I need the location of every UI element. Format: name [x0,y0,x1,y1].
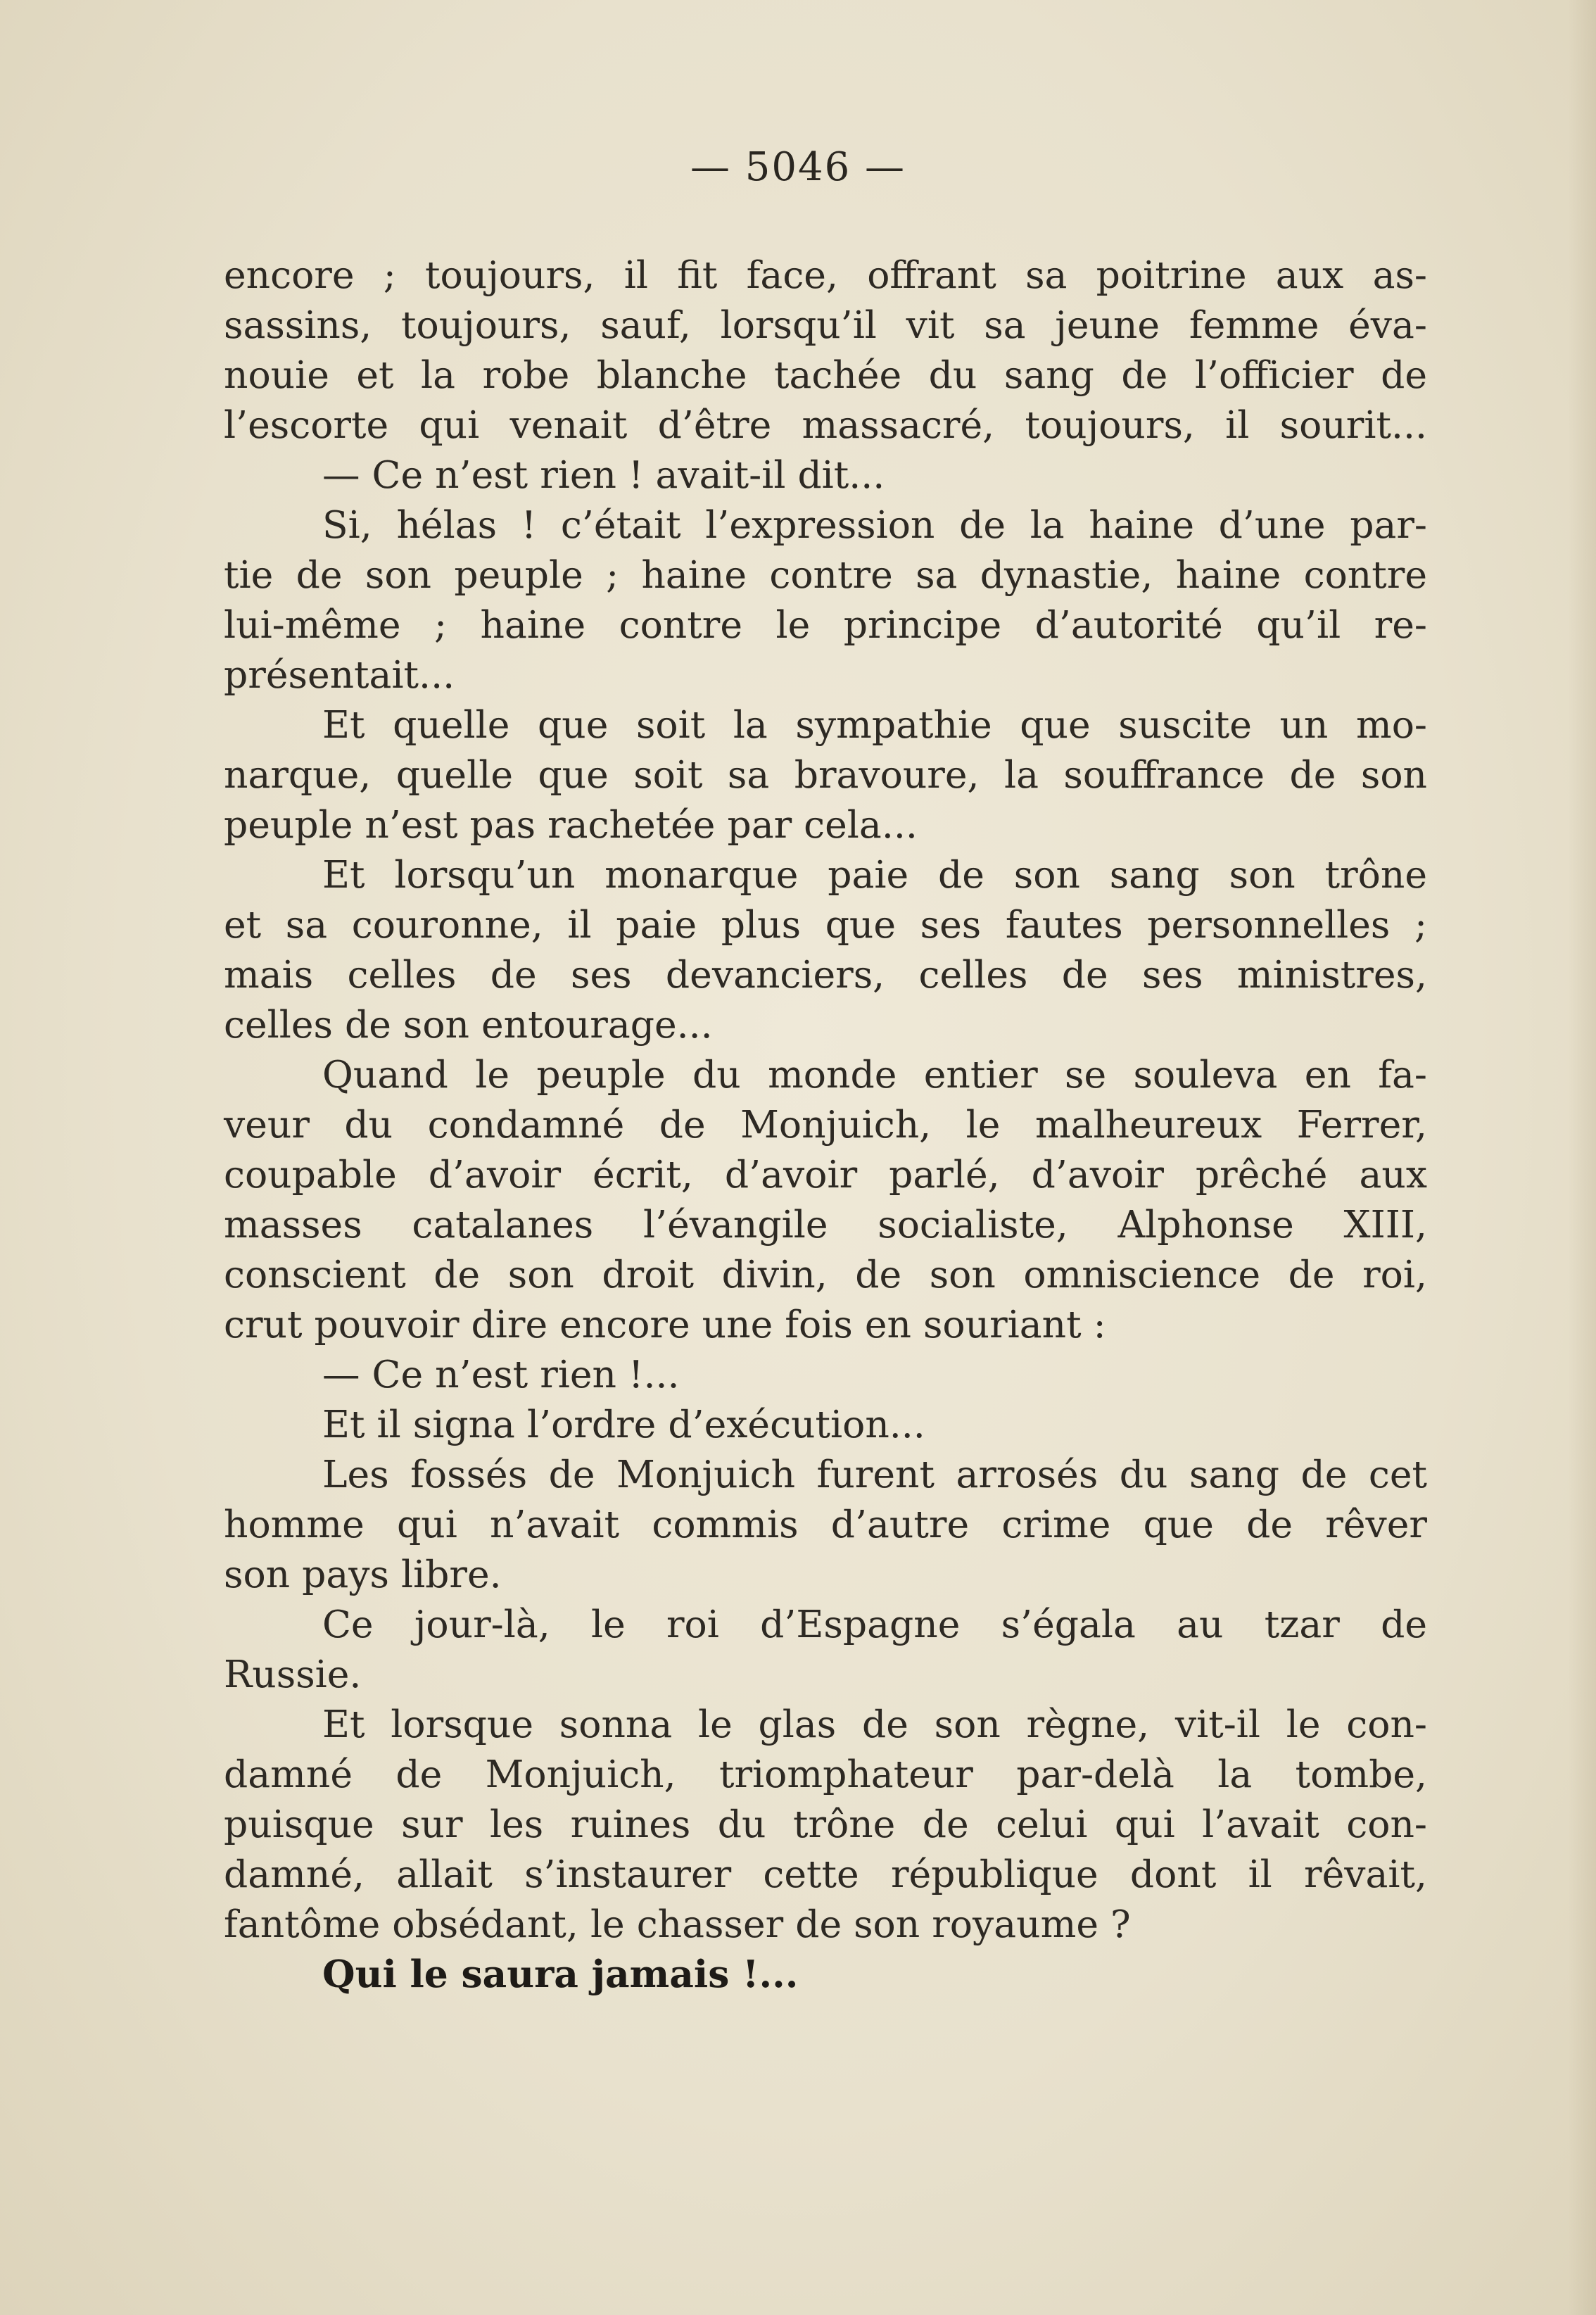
text-line: Quand le peuple du monde entier se souleva en fa- [322,1052,1427,1097]
text-line: coupable d’avoir écrit, d’avoir parlé, d’avoir prêché aux [224,1152,1427,1197]
text-line: Ce jour-là, le roi d’Espagne s’égala au tzar de [322,1602,1427,1646]
body-text [224,250,1427,1999]
text-line: son pays libre. [224,1552,502,1596]
text-line: — Ce n’est rien !... [322,1352,680,1396]
text-line: conscient de son droit divin, de son omniscience de roi, [224,1252,1427,1297]
text-line: puisque sur les ruines du trône de celui qui l’avait con- [224,1802,1427,1846]
text-line: Et lorsqu’un monarque paie de son sang son trône [322,852,1427,897]
text-line: nouie et la robe blanche tachée du sang de l’officier de [224,353,1427,397]
text-line: Si, hélas ! c’était l’expression de la haine d’une par- [322,503,1427,547]
text-line: damné de Monjuich, triomphateur par-delà la tombe, [224,1752,1427,1796]
text-line: encore ; toujours, il fit face, offrant sa poitrine aux as- [224,253,1427,297]
page-edge-shadow [1568,0,1596,2315]
text-line: présentait... [224,652,455,697]
text-line: et sa couronne, il paie plus que ses fautes personnelles ; [224,902,1427,947]
text-line: — Ce n’est rien ! avait-il dit... [322,453,885,497]
text-line: Et lorsque sonna le glas de son règne, vit-il le con- [322,1702,1427,1746]
text-line: sassins, toujours, sauf, lorsqu’il vit sa jeune femme éva- [224,303,1427,347]
text-line: veur du condamné de Monjuich, le malheureux Ferrer, [224,1102,1427,1147]
page-number: — 5046 — [690,144,906,190]
text-line: l’escorte qui venait d’être massacré, toujours, il sourit... [224,403,1427,447]
text-line: mais celles de ses devanciers, celles de ses ministres, [224,952,1427,997]
text-line: tie de son peuple ; haine contre sa dynastie, haine contre [224,553,1427,597]
text-line: Et il signa l’ordre d’exécution... [322,1402,925,1446]
text-line: masses catalanes l’évangile socialiste, Alphonse XIII, [224,1202,1427,1247]
text-line: lui-même ; haine contre le principe d’autorité qu’il re- [224,603,1427,647]
text-line: peuple n’est pas rachetée par cela... [224,802,918,847]
text-line: Et quelle que soit la sympathie que suscite un mo- [322,702,1427,747]
text-line: damné, allait s’instaurer cette république dont il rêvait, [224,1852,1427,1896]
text-line: fantôme obsédant, le chasser de son royaume ? [224,1902,1131,1946]
text-line: narque, quelle que soit sa bravoure, la souffrance de son [224,752,1427,797]
text-line: homme qui n’avait commis d’autre crime que de rêver [224,1502,1427,1546]
text-line: celles de son entourage... [224,1002,713,1047]
text-line: crut pouvoir dire encore une fois en souriant : [224,1302,1106,1346]
text-line: Qui le saura jamais !... [322,1952,799,1996]
text-line: Les fossés de Monjuich furent arrosés du sang de cet [322,1452,1427,1496]
text-line: Russie. [224,1652,362,1696]
